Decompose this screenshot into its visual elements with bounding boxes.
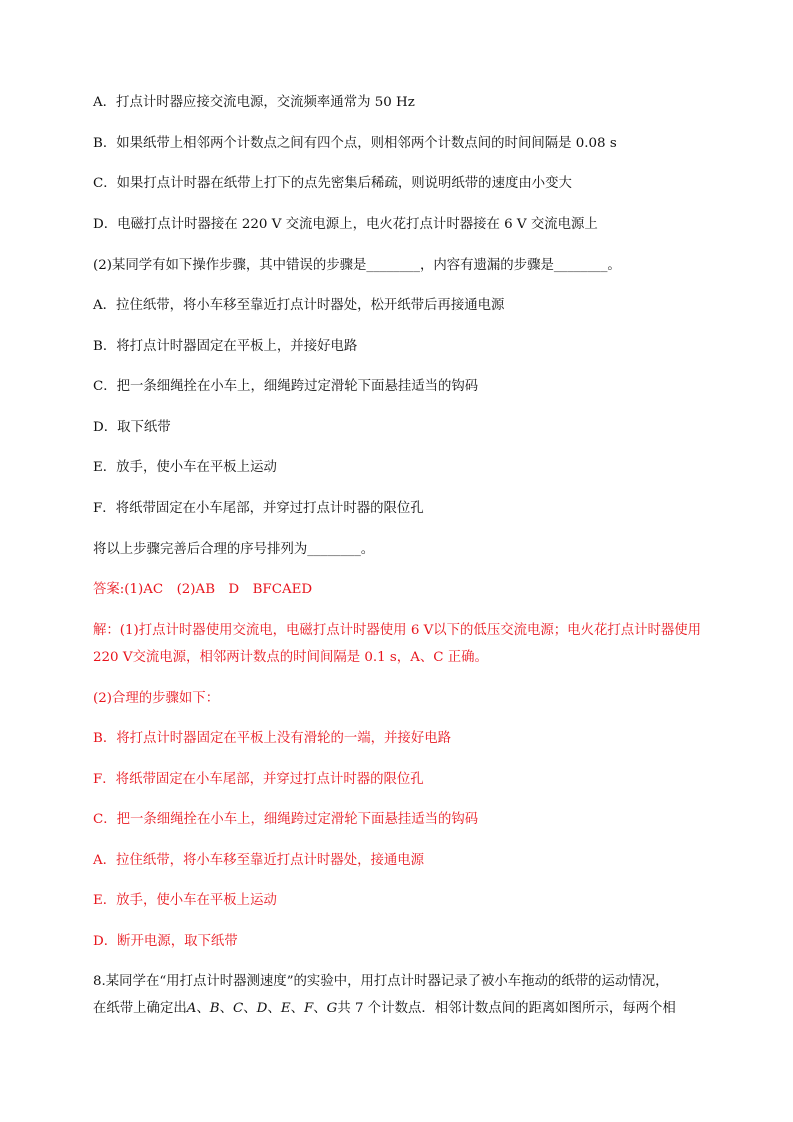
separator: 、 bbox=[290, 1001, 304, 1016]
point-f-label: F bbox=[303, 1001, 314, 1016]
q1-option-d: D．电磁打点计时器接在 220 V 交流电源上，电火花打点计时器接在 6 V 交流电源上 bbox=[93, 217, 598, 232]
q1-option-b: B．如果纸带上相邻两个计数点之间有四个点，则相邻两个计数点间的时间间隔是 0.08 s bbox=[93, 136, 617, 151]
q1-option-c: C．如果打点计时器在纸带上打下的点先密集后稀疏，则说明纸带的速度由小变大 bbox=[93, 176, 572, 191]
separator: 、 bbox=[243, 1001, 257, 1016]
q8-line-2-tail: 共 7 个计数点．相邻计数点间的距离如图所示，每两个相 bbox=[337, 1001, 676, 1016]
point-d-label: D bbox=[256, 1001, 268, 1016]
separator: 、 bbox=[267, 1001, 281, 1016]
q8-line-2 bbox=[93, 999, 705, 1019]
point-g-label: G bbox=[326, 1001, 338, 1016]
solution-line-1: 解：(1)打点计时器使用交流电，电磁打点计时器使用 6 V以下的低压交流电源；电火花打点计时器使用 bbox=[93, 623, 702, 638]
q2-step-f: F．将纸带固定在小车尾部，并穿过打点计时器的限位孔 bbox=[93, 501, 424, 516]
solution-line-2: 220 V交流电源，相邻两计数点的时间间隔是 0.1 s，A、C 正确。 bbox=[93, 650, 488, 665]
answer-line: 答案:(1)AC (2)AB D BFCAED bbox=[93, 582, 313, 597]
solution-step-f: F．将纸带固定在小车尾部，并穿过打点计时器的限位孔 bbox=[93, 772, 424, 787]
point-e-label: E bbox=[280, 1001, 291, 1016]
q1-option-a: A．打点计时器应接交流电源，交流频率通常为 50 Hz bbox=[93, 95, 415, 110]
q2-step-b: B．将打点计时器固定在平板上，并接好电路 bbox=[93, 339, 358, 354]
solution-step-e: E．放手，使小车在平板上运动 bbox=[93, 893, 277, 908]
separator: 、 bbox=[196, 1001, 210, 1016]
q8-line-2-lead: 在纸带上确定出 bbox=[93, 1001, 187, 1016]
solution-step-d: D．断开电源，取下纸带 bbox=[93, 934, 238, 949]
q8-line-1: 8.某同学在“用打点计时器测速度”的实验中，用打点计时器记录了被小车拖动的纸带的运动情况， bbox=[93, 974, 669, 989]
point-c-label: C bbox=[233, 1001, 244, 1016]
solution-step-c: C．把一条细绳拴在小车上，细绳跨过定滑轮下面悬挂适当的钩码 bbox=[93, 812, 479, 827]
separator: 、 bbox=[313, 1001, 327, 1016]
q2-step-d: D．取下纸带 bbox=[93, 420, 171, 435]
separator: 、 bbox=[219, 1001, 234, 1016]
solution-step-a: A．拉住纸带，将小车移至靠近打点计时器处，接通电源 bbox=[93, 853, 425, 868]
solution-step-b: B．将打点计时器固定在平板上没有滑轮的一端，并接好电路 bbox=[93, 731, 451, 746]
solution-intro-2: (2)合理的步骤如下： bbox=[93, 691, 220, 706]
q2-step-a: A．拉住纸带，将小车移至靠近打点计时器处，松开纸带后再接通电源 bbox=[93, 298, 505, 313]
point-a-label: A bbox=[186, 1001, 197, 1016]
q2-step-c: C．把一条细绳拴在小车上，细绳跨过定滑轮下面悬挂适当的钩码 bbox=[93, 379, 479, 394]
q2-step-e: E．放手，使小车在平板上运动 bbox=[93, 460, 277, 475]
q2-order-prompt: 将以上步骤完善后合理的序号排列为________。 bbox=[93, 542, 375, 557]
q2-stem: (2)某同学有如下操作步骤，其中错误的步骤是________，内容有遗漏的步骤是________。 bbox=[93, 258, 621, 273]
point-b-label: B bbox=[209, 1001, 220, 1016]
